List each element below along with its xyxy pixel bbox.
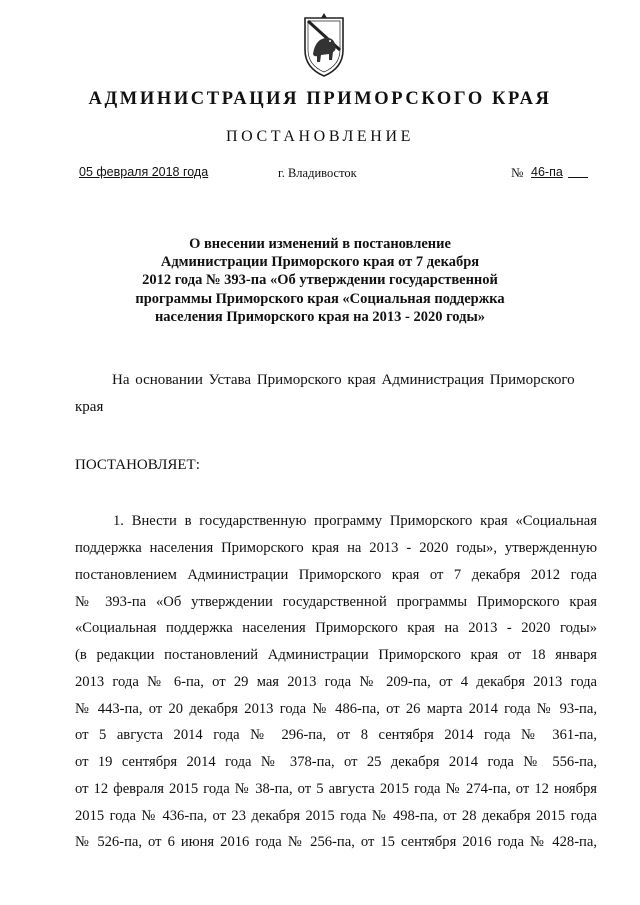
decree-word: ПОСТАНОВЛЯЕТ: xyxy=(75,457,200,473)
document-type: ПОСТАНОВЛЕНИЕ xyxy=(226,128,414,145)
body-line: № 393-па «Об утверждении государственной программы Приморского края xyxy=(75,594,597,610)
document-number: 46-па xyxy=(531,165,563,179)
body-line: № 526-па, от 6 июня 2016 года № 256-па, от 15 сентября 2016 года № 428-па, xyxy=(75,834,597,850)
coat-of-arms-icon xyxy=(299,10,349,80)
document-city: г. Владивосток xyxy=(278,166,357,180)
basis-line: На основании Устава Приморского края Администрация Приморского xyxy=(112,372,575,388)
body-line: от 12 февраля 2015 года № 38-па, от 5 августа 2015 года № 274-па, от 12 ноября xyxy=(75,781,597,797)
body-line: постановлением Администрации Приморского края от 7 декабря 2012 года xyxy=(75,567,597,583)
document-subject xyxy=(0,235,640,326)
body-line: от 19 сентября 2014 года № 378-па, от 25 декабря 2014 года № 556-па, xyxy=(75,754,597,770)
document-number-label: № xyxy=(511,165,524,180)
document-date: 05 февраля 2018 года xyxy=(79,165,209,179)
number-underline xyxy=(568,177,588,178)
body-line: 1. Внести в государственную программу Приморского края «Социальная xyxy=(113,513,597,529)
body-line: (в редакции постановлений Администрации Приморского края от 18 января xyxy=(75,647,597,663)
body-line: поддержка населения Приморского края на 2013 - 2020 годы», утвержденную xyxy=(75,540,597,556)
subject-line: программы Приморского края «Социальная поддержка xyxy=(135,290,505,307)
body-line: № 443-па, от 20 декабря 2013 года № 486-па, от 26 марта 2014 года № 93-па, xyxy=(75,701,597,717)
subject-line: 2012 года № 393-па «Об утверждении государственной xyxy=(142,272,498,289)
subject-line: О внесении изменений в постановление xyxy=(189,236,451,252)
body-line: 2013 года № 6-па, от 29 мая 2013 года № 209-па, от 4 декабря 2013 года xyxy=(75,674,597,690)
body-line: 2015 года № 436-па, от 23 декабря 2015 года № 498-па, от 28 декабря 2015 года xyxy=(75,808,597,824)
organization-title: АДМИНИСТРАЦИЯ ПРИМОРСКОГО КРАЯ xyxy=(88,89,552,109)
subject-line: населения Приморского края на 2013 - 2020 годы» xyxy=(154,308,486,325)
body-line: от 5 августа 2014 года № 296-па, от 8 сентября 2014 года № 361-па, xyxy=(75,727,597,743)
body-line: «Социальная поддержка населения Приморского края на 2013 - 2020 годы» xyxy=(75,620,597,636)
subject-line: Администрации Приморского края от 7 декабря xyxy=(160,254,480,271)
basis-line: края xyxy=(75,399,104,415)
